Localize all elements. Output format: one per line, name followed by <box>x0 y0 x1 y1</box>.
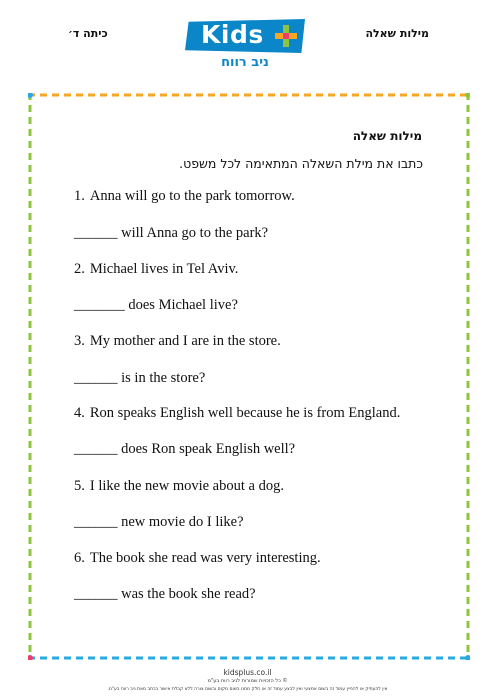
question-text: ______ will Anna go to the park? <box>74 225 269 241</box>
sentence-text: Michael lives in Tel Aviv. <box>89 261 239 277</box>
sentence-4 <box>74 405 400 422</box>
question-text: ______ is in the store? <box>74 370 206 386</box>
footer-url: kidsplus.co.il <box>223 668 272 677</box>
question-text: ______ was the book she read? <box>74 586 256 602</box>
question-text: ______ does Ron speak English well? <box>74 441 296 457</box>
item-number: 6. <box>74 550 85 566</box>
item-number: 4. <box>74 405 85 421</box>
question-4 <box>74 441 295 458</box>
question-3 <box>74 370 205 387</box>
logo-subtitle: ניב רווח <box>221 55 269 70</box>
sentence-text: Anna will go to the park tomorrow. <box>89 188 295 204</box>
worksheet-instructions: כתבו את מילת השאלה המתאימה לכל משפט. <box>179 156 423 171</box>
sentence-1 <box>74 188 295 205</box>
kids-plus-logo <box>185 19 305 77</box>
question-text: ______ new movie do I like? <box>74 514 244 530</box>
logo-word: Kids <box>201 20 264 49</box>
subject-label: מילות שאלה <box>365 27 429 40</box>
question-2 <box>74 297 238 314</box>
grade-label: כיתה ד׳ <box>68 27 108 40</box>
sentence-text: Ron speaks English well because he is from England. <box>89 405 401 421</box>
sentence-5 <box>74 478 284 495</box>
sentence-text: My mother and I are in the store. <box>89 333 281 349</box>
item-number: 5. <box>74 478 85 494</box>
sentence-6 <box>74 550 321 567</box>
sentence-2 <box>74 261 238 278</box>
worksheet-title: מילות שאלה <box>352 129 422 143</box>
footer-copyright: © כל הזכויות שמורות לניב רווח בע"מ <box>207 678 288 684</box>
footer-legal: אין להעתיק או להפיץ עמוד זה בשום אמצעי ואין לבצע עמוד זה או חלק ממנו בשום מקום ובשום צורה ללא קבלת אישור בכתב מאת ניב רווח בע"מ. <box>107 687 388 692</box>
item-number: 1. <box>74 188 85 204</box>
sentence-text: The book she read was very interesting. <box>89 550 321 566</box>
question-text: _______ does Michael live? <box>74 297 238 313</box>
item-number: 2. <box>74 261 85 277</box>
plus-icon <box>275 25 297 47</box>
item-number: 3. <box>74 333 85 349</box>
question-6 <box>74 586 256 603</box>
question-1 <box>74 225 268 242</box>
sentence-3 <box>74 333 281 350</box>
question-5 <box>74 514 244 531</box>
sentence-text: I like the new movie about a dog. <box>89 478 284 494</box>
